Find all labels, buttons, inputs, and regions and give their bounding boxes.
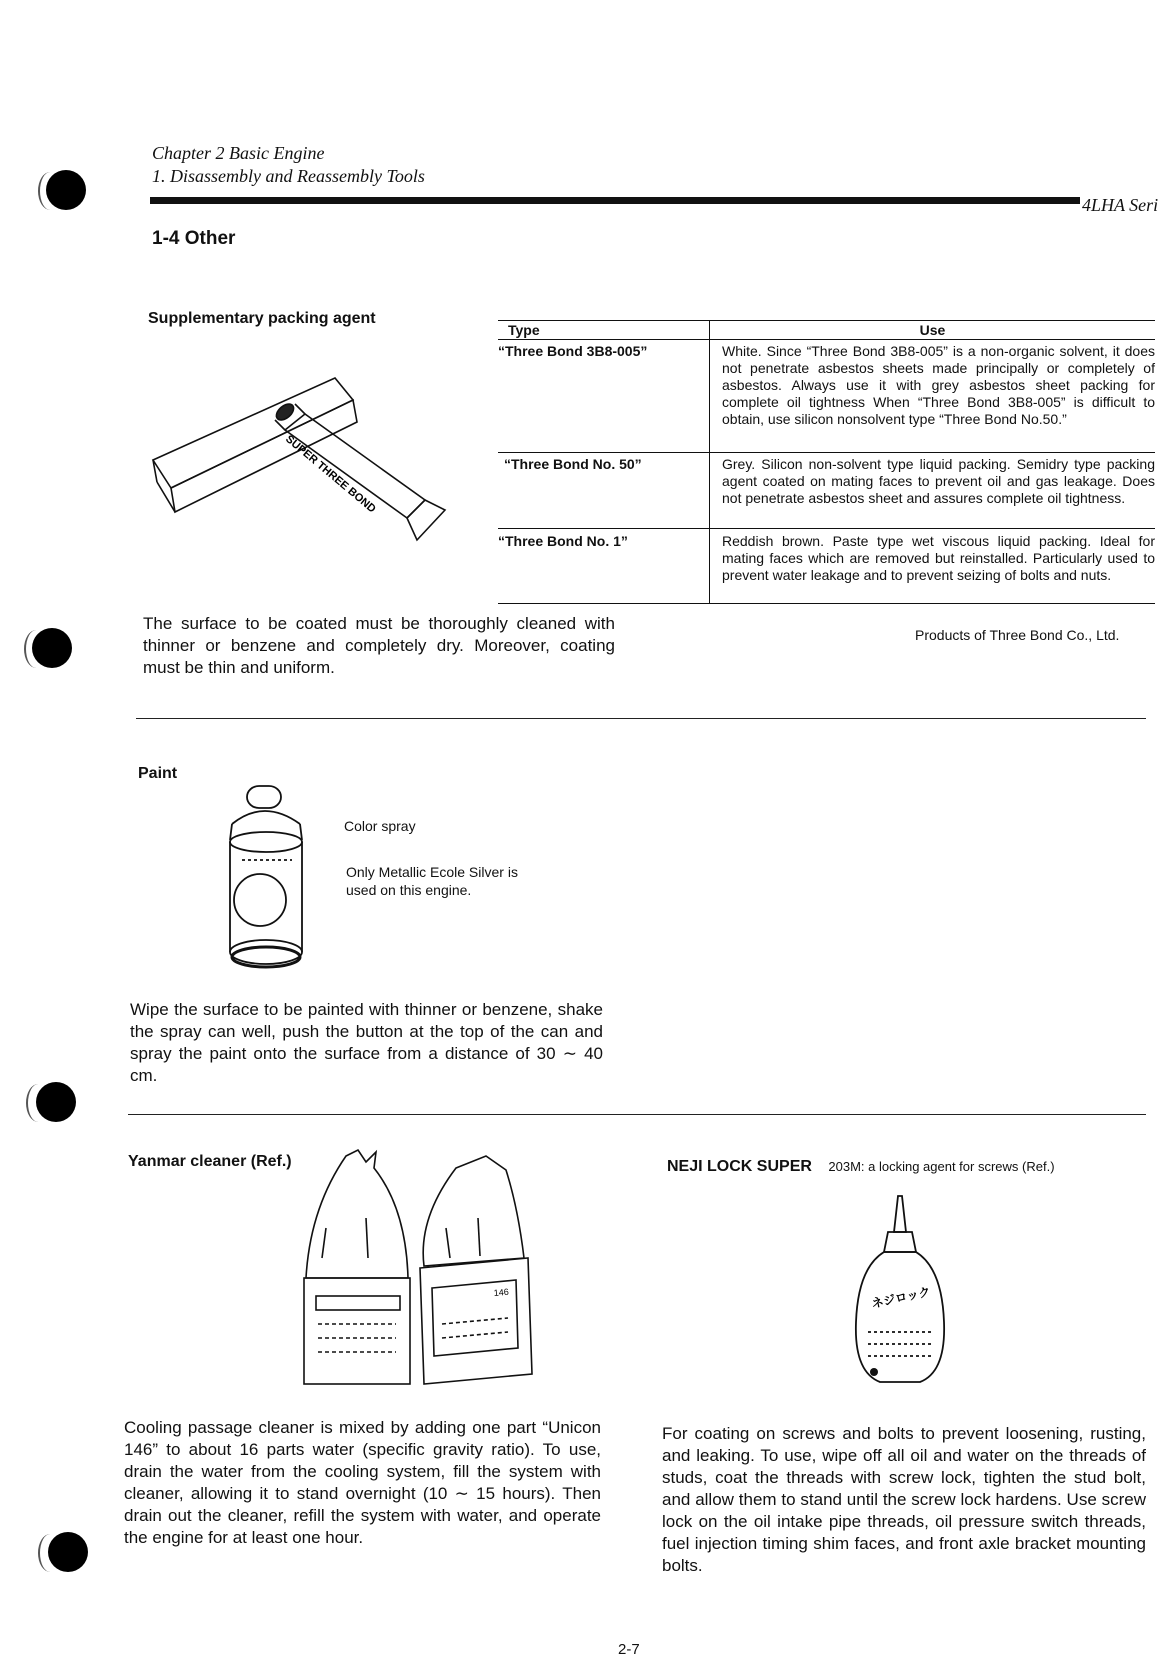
- neji-lock-bottle-illustration: [850, 1192, 950, 1392]
- table-cell-type: “Three Bond 3B8-005”: [498, 340, 710, 453]
- table-cell-use: Grey. Silicon non-solvent type liquid packing. Semidry type packing agent coated on mating faces to prevent oil and gas leakage. Does not penetrate asbestos sheet and assures complete oil tightness.: [710, 453, 1156, 529]
- packing-agent-table: [498, 320, 1155, 604]
- neji-subtitle: 203M: a locking agent for screws (Ref.): [828, 1159, 1055, 1174]
- bottle-dot: [870, 1368, 878, 1376]
- chapter-title: Chapter 2 Basic Engine: [152, 143, 325, 163]
- neji-description: For coating on screws and bolts to prevent loosening, rusting, and leaking. To use, wipe off all oil and water on the threads of studs, coat the threads with screw lock, tighten the stud bolt, and allow them to stand until the screw lock hardens. Use screw lock on the oil intake pipe threads, oil pressure switch threads, fuel injection timing shim faces, and front axle bracket mounting bolts.: [662, 1424, 1146, 1575]
- box-label-146: 146: [493, 1286, 510, 1298]
- header-rule: [150, 197, 1080, 204]
- binder-hole-arc: [38, 172, 62, 210]
- cleaner-title: Yanmar cleaner (Ref.): [128, 1153, 292, 1170]
- section-title: 1. Disassembly and Reassembly Tools: [152, 166, 425, 186]
- table-header-use: Use: [710, 321, 1156, 340]
- paint-caption-line2: used on this engine.: [346, 882, 472, 898]
- table-row: [498, 340, 1155, 453]
- section-divider: [136, 718, 1146, 719]
- page-number: 2-7: [618, 1641, 640, 1658]
- neji-heading: [667, 1158, 1055, 1176]
- paint-description: Wipe the surface to be painted with thinner or benzene, shake the spray can well, push the button at the top of the can and spray the paint onto the surface from a distance of 30 ∼ 40 cm.: [130, 1000, 603, 1085]
- table-row: [498, 529, 1155, 604]
- packing-title: Supplementary packing agent: [148, 310, 376, 327]
- table-cell-type: “Three Bond No. 50”: [498, 453, 710, 529]
- cleaner-bags-illustration: [296, 1148, 556, 1388]
- tube-label: SUPER THREE BOND: [283, 433, 378, 516]
- table-cell-type: “Three Bond No. 1”: [498, 529, 710, 604]
- table-row: [498, 453, 1155, 529]
- spray-can-illustration: [222, 780, 312, 980]
- table-cell-use: Reddish brown. Paste type wet viscous liquid packing. Ideal for mating faces which are removed but reinstalled. Particularly used to prevent water leakage and to prevent seizing of bolts and nuts.: [710, 529, 1156, 604]
- subsection-heading: 1-4 Other: [152, 228, 236, 249]
- three-bond-illustration: [135, 370, 455, 570]
- paint-caption-color-spray: Color spray: [344, 818, 416, 834]
- neji-title: NEJI LOCK SUPER: [667, 1158, 812, 1175]
- packing-description: The surface to be coated must be thoroughly cleaned with thinner or benzene and completely dry. Moreover, coating must be thin and uniform.: [143, 614, 615, 677]
- paint-title: Paint: [138, 765, 178, 782]
- table-header-type: Type: [498, 321, 710, 340]
- series-label: 4LHA Seri: [1082, 195, 1159, 215]
- paint-caption-line1: Only Metallic Ecole Silver is: [346, 864, 518, 880]
- bottle-label: ネジロック: [870, 1284, 932, 1311]
- table-cell-use: White. Since “Three Bond 3B8-005” is a non-organic solvent, it does not penetrate asbestos sheets made principally or completely of asbestos. Always use it with grey asbestos sheet packing for complete oil tightness When “Three Bond 3B8-005” is difficult to obtain, use silicon nonsolvent type “Three Bond No.50.”: [710, 340, 1156, 453]
- cleaner-description: Cooling passage cleaner is mixed by adding one part “Unicon 146” to about 16 parts water (specific gravity ratio). To use, drain the water from the cooling system, fill the system with cleaner, allowing it to stand overnight (10 ∼ 15 hours). Then drain out the cleaner, refill the system with water, and operate the engine for at least one hour.: [124, 1418, 601, 1547]
- binder-hole-arc: [24, 630, 48, 668]
- section-divider: [128, 1114, 1146, 1115]
- binder-hole-arc: [38, 1534, 62, 1572]
- binder-hole-arc: [26, 1084, 50, 1122]
- table-footnote: Products of Three Bond Co., Ltd.: [915, 627, 1120, 643]
